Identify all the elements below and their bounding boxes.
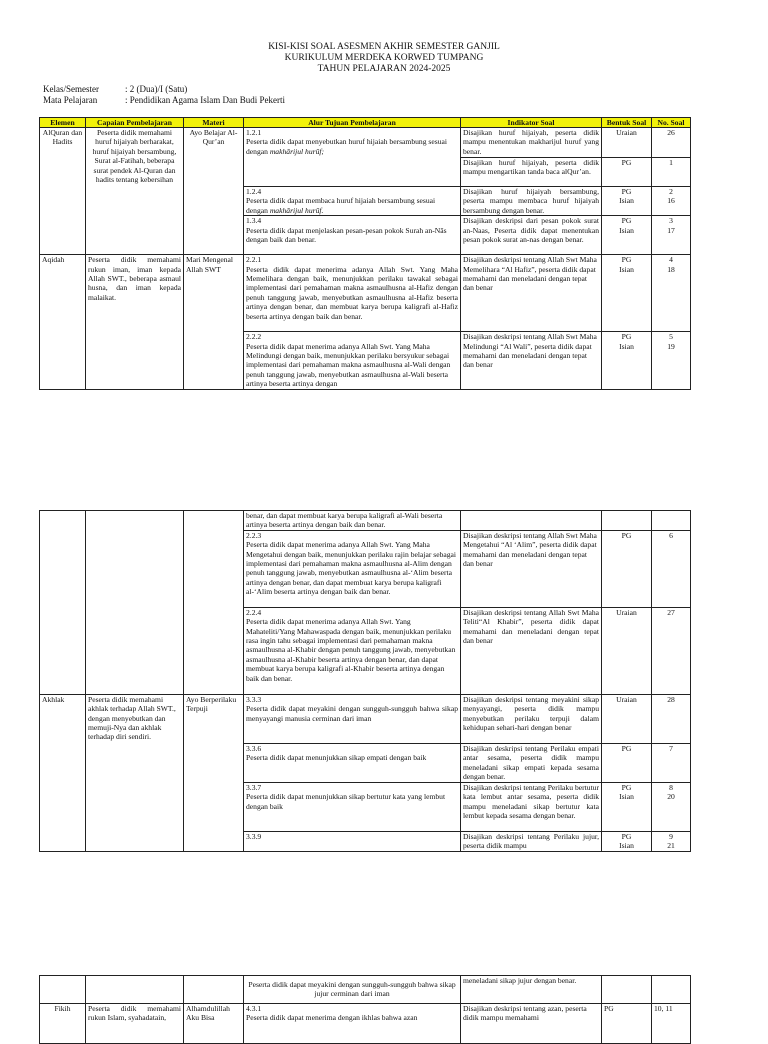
indikator-cell: Disajikan deskripsi tentang Perilaku bertutur kata lembut antar sesama, peserta didik mampu meneladani sikap bertutur kata lembut kepada sesama dengan benar. [461, 782, 602, 831]
capaian-cell: Peserta didik memahami rukun Islam, syahadatain, [86, 1004, 184, 1044]
bentuk-cell: Uraian [602, 128, 652, 158]
title-line-2: KURIKULUM MERDEKA KORWED TUMPANG [284, 53, 484, 63]
capaian-cell [86, 511, 184, 695]
header-indikator: Indikator Soal [461, 118, 602, 128]
header-atp: Alur Tujuan Pembelajaran [244, 118, 461, 128]
atp-number: 3.3.6 [246, 743, 262, 753]
atp-number: 3.3.9 [246, 831, 262, 841]
indikator-cell: Disajikan deskripsi tentang Allah Swt Maha Mengetahui “Al ‘Alim”, peserta didik dapat memahami dan meneladani dengan tepat dan benar [461, 530, 602, 607]
capaian-cell [86, 976, 184, 1004]
bentuk-cell: PG Isian [602, 187, 652, 216]
materi-cell: Ayo Belajar Al-Qur’an [184, 128, 244, 255]
table-row [40, 694, 691, 743]
meta-value: : Pendidikan Agama Islam Dan Budi Pekerti [125, 95, 285, 105]
no-soal-cell: 10, 11 [652, 1004, 691, 1044]
kisi-table-page-2 [39, 510, 691, 852]
atp-text: Peserta didik dapat menerima adanya Allah Swt. Yang Maha Melindungi dengan baik, menunjukkan perilaku bersyukur sebagai implementasi dari pemahaman makna asmaulhusna al-Wali dengan penuh tanggung jawab, menyebutkan asmaulhusna al-Wali beserta artinya beserta artinya dengan [246, 341, 451, 389]
atp-text: Peserta didik dapat menyebutkan huruf hijaiah bersambung sesuai dengan [246, 137, 447, 156]
bentuk-cell: PG [602, 743, 652, 782]
atp-cell [244, 128, 461, 187]
atp-cell [244, 255, 461, 332]
materi-cell: Mari Mengenal Allah SWT [184, 255, 244, 390]
indikator-cell: Disajikan deskripsi tentang Allah Swt Maha Melindungi “Al Wali”, peserta didik dapat memahami dan meneladani dengan tepat dan benar [461, 332, 602, 390]
document-header [0, 42, 768, 75]
indikator-cell: Disajikan deskripsi dari pesan pokok surat an-Naas, Peserta didik dapat menentukan pesan pokok surat an-nas dengan benar. [461, 216, 602, 255]
atp-text: Peserta didik dapat menunjukkan sikap empati dengan baik [246, 753, 427, 763]
no-soal-cell: 8 20 [652, 782, 691, 831]
atp-cell [244, 782, 461, 831]
no-soal-cell: 26 [652, 128, 691, 158]
elemen-cell [40, 976, 86, 1004]
atp-text-italic: makhārijul hurūf; [269, 146, 325, 156]
bentuk-cell [602, 511, 652, 531]
indikator-cell [461, 511, 602, 531]
no-soal-cell: 1 [652, 158, 691, 187]
kisi-table-page-3 [39, 975, 691, 1044]
atp-number: 1.2.4 [246, 187, 262, 196]
no-soal-cell: 7 [652, 743, 691, 782]
table-header-row [40, 118, 691, 128]
materi-cell: Alhamdulillah Aku Bisa [184, 1004, 244, 1044]
bentuk-cell: PG Isian [602, 216, 652, 255]
no-soal-cell: 6 [652, 530, 691, 607]
indikator-cell: Disajikan huruf hijaiyah bersambung, peserta mampu membaca huruf hijaiyah bersambung dengan benar. [461, 187, 602, 216]
indikator-cell: Disajikan huruf hijaiyah, peserta didik mampu mengartikan tanda baca alQur’an. [461, 158, 602, 187]
indikator-continuation: meneladani sikap jujur dengan benar. [461, 976, 602, 1004]
header-bentuk: Bentuk Soal [602, 118, 652, 128]
capaian-cell: Peserta didik memahami akhlak terhadap Allah SWT., dengan menyebutkan dan memuji-Nya dan akhlak terhadap diri sendiri. [86, 694, 184, 851]
bentuk-cell: PG [602, 158, 652, 187]
atp-number: 1.3.4 [246, 216, 262, 226]
indikator-cell: Disajikan huruf hijaiyah, peserta didik mampu menentukan makharijul huruf yang benar. [461, 128, 602, 158]
table-row [40, 976, 691, 1004]
no-soal-cell: 28 [652, 694, 691, 743]
no-soal-cell: 27 [652, 607, 691, 694]
atp-text: Peserta didik dapat menerima adanya Allah Swt. Yang Mahateliti/Yang Mahawaspada dengan baik, menunjukkan perilaku rasa ingin tahu sebagai implementasi dari pemahaman makna asmaulhusna al-Khabir dengan penuh tanggung jawab, menyebutkan asmaulhusna al-Khabir beserta artinya dengan benar, dan dapat membuat karya berupa kaligrafi al-Khabir beserta artinya dengan baik dan benar. [246, 617, 456, 683]
elemen-cell [40, 511, 86, 695]
bentuk-cell: PG [602, 530, 652, 607]
atp-cell [244, 332, 461, 390]
no-soal-cell: 9 21 [652, 831, 691, 851]
elemen-cell: Akhlak [40, 694, 86, 851]
atp-cell [244, 607, 461, 694]
indikator-cell: Disajikan deskripsi tentang Allah Swt Maha Teliti“Al Khabir”, peserta didik dapat memahami dan meneladani dengan tepat dan benar [461, 607, 602, 694]
no-soal-cell [652, 976, 691, 1004]
indikator-cell: Disajikan deskripsi tentang Perilaku jujur, peserta didik mampu [461, 831, 602, 851]
indikator-cell: Disajikan deskripsi tentang Perilaku empati antar sesama, peserta didik mampu meneladani sikap empati kepada sesama dengan benar. [461, 743, 602, 782]
atp-text: Peserta didik dapat meyakini dengan sungguh-sungguh bahwa sikap menyayangi manusia cerminan dari iman [246, 704, 458, 723]
atp-cell [244, 694, 461, 743]
header-no-soal: No. Soal [652, 118, 691, 128]
header-capaian: Capaian Pembelajaran [86, 118, 184, 128]
atp-cell [244, 530, 461, 607]
meta-label: Kelas/Semester [43, 84, 99, 94]
bentuk-cell: PG Isian [602, 782, 652, 831]
bentuk-cell: PG Isian [602, 332, 652, 390]
bentuk-cell: PG Isian [602, 255, 652, 332]
header-materi: Materi [184, 118, 244, 128]
elemen-cell: Fikih [40, 1004, 86, 1044]
no-soal-cell: 3 17 [652, 216, 691, 255]
no-soal-cell: 5 19 [652, 332, 691, 390]
title-line-1: KISI-KISI SOAL ASESMEN AKHIR SEMESTER GANJIL [268, 42, 500, 52]
kisi-table-page-1 [39, 117, 691, 390]
elemen-cell: Aqidah [40, 255, 86, 390]
table-row [40, 511, 691, 531]
meta-row-kelas [43, 84, 285, 95]
atp-number: 1.2.1 [246, 128, 262, 137]
indikator-cell: Disajikan deskripsi tentang meyakini sikap menyayangi, peserta didik mampu menyebutkan perilaku terpuji dalam kehidupan sehari-hari dengan benar [461, 694, 602, 743]
meta-value: : 2 (Dua)/I (Satu) [125, 84, 188, 94]
atp-text: Peserta didik dapat membaca huruf hijaiah bersambung sesuai dengan [246, 196, 436, 215]
atp-text-italic: makhārijul hurūf. [269, 205, 324, 215]
indikator-cell: Disajikan deskripsi tentang azan, peserta didik mampu memahami [461, 1004, 602, 1044]
materi-cell [184, 976, 244, 1004]
atp-cell [244, 187, 461, 216]
table-row [40, 255, 691, 332]
bentuk-cell [602, 976, 652, 1004]
capaian-cell: Peserta didik memahami huruf hijaiyah berharakat, huruf hijaiyah bersambung, Surat al-Fatihah, beberapa surat pendek Al-Quran dan hadits tentang kebersihan [86, 128, 184, 255]
atp-continuation: benar, dan dapat membuat karya berupa kaligrafi al-Wali beserta artinya beserta artinya dengan baik dan benar. [244, 511, 461, 531]
atp-continuation: Peserta didik dapat meyakini dengan sungguh-sungguh bahwa sikap jujur cerminan dari iman [244, 976, 461, 1004]
atp-text: Peserta didik dapat menerima dengan ikhlas bahwa azan [246, 1013, 418, 1023]
materi-cell [184, 511, 244, 695]
atp-cell [244, 216, 461, 255]
title-line-3: TAHUN PELAJARAN 2024-2025 [317, 64, 451, 74]
meta-row-mapel [43, 95, 285, 106]
bentuk-cell: Uraian [602, 694, 652, 743]
meta-label: Mata Pelajaran [43, 95, 98, 105]
atp-text: Peserta didik dapat menunjukkan sikap bertutur kata yang lembut dengan baik [246, 792, 446, 811]
atp-number: 2.2.4 [246, 607, 262, 617]
header-elemen: Elemen [40, 118, 86, 128]
atp-number: 4.3.1 [246, 1004, 262, 1013]
atp-number: 3.3.7 [246, 782, 262, 792]
atp-cell [244, 743, 461, 782]
bentuk-cell: PG [602, 1004, 652, 1044]
document-meta [43, 84, 285, 106]
elemen-cell: AlQuran dan Hadits [40, 128, 86, 255]
table-row [40, 128, 691, 158]
indikator-cell: Disajikan deskripsi tentang Allah Swt Maha Memelihara “Al Hafiz”, peserta didik dapat memahami dan meneladani dengan tepat dan benar [461, 255, 602, 332]
atp-cell [244, 831, 461, 851]
atp-number: 3.3.3 [246, 694, 262, 704]
bentuk-cell: PG Isian [602, 831, 652, 851]
atp-number: 2.2.2 [246, 332, 262, 342]
atp-text: Peserta didik dapat menjelaskan pesan-pesan pokok Surah an-Nās dengan baik dan benar. [246, 225, 447, 245]
atp-number: 2.2.3 [246, 530, 262, 540]
atp-number: 2.2.1 [246, 255, 262, 265]
bentuk-cell: Uraian [602, 607, 652, 694]
atp-text: Peserta didik dapat menerima adanya Allah Swt. Yang Maha Memelihara dengan baik, menunjukkan perilaku tawakal sebagai implementasi dari pemahaman makna asmaulhusna al-Hafiz dengan penuh tanggung jawab, menyebutkan asmaulhusna al-Hafiz beserta artinya dengan benar, dan membuat karya berupa kaligrafi al-Hafiz beserta artinya dengan baik dan benar. [246, 264, 458, 321]
no-soal-cell: 4 18 [652, 255, 691, 332]
capaian-cell: Peserta didik memahami rukun iman, iman kepada Allah SWT., beberapa asmaul husna, dan iman kepada malaikat. [86, 255, 184, 390]
no-soal-cell: 2 16 [652, 187, 691, 216]
no-soal-cell [652, 511, 691, 531]
materi-cell: Ayo Berperilaku Terpuji [184, 694, 244, 851]
atp-text: Peserta didik dapat menerima adanya Allah Swt. Yang Maha Mengetahui dengan baik, menunjukkan perilaku rajin belajar sebagai implementasi dari pemahaman makna asmaulhusna al-Alim dengan penuh tanggung jawab, menyebutkan asmaulhusna al-‘Alim beserta artinya dengan benar, dan dapat membuat karya berupa kaligrafi al-‘Alim beserta artinya dengan baik dan benar. [246, 540, 457, 597]
